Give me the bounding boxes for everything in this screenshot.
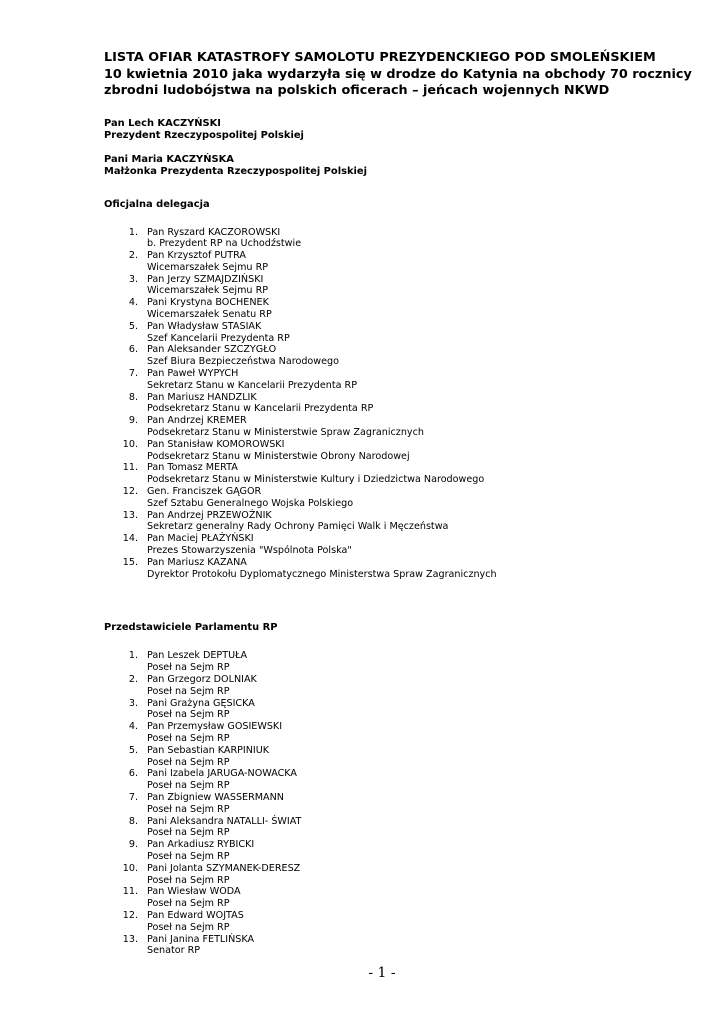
list-item: 12. Pan Edward WOJTAS Poseł na Sejm RP: [122, 909, 244, 933]
list-item: 11. Pan Wiesław WODA Poseł na Sejm RP: [122, 886, 241, 910]
list-item: 15. Pan Mariusz KAZANA Dyrektor Protokołu Dyplomatycznego Ministerstwa Spraw Zagranicznych: [122, 556, 497, 580]
list-item: 8. Pani Aleksandra NATALLI- ŚWIAT Poseł na Sejm RP: [128, 815, 302, 839]
first-lady-entry: [104, 154, 694, 178]
list-item: 1. Pan Ryszard KACZOROWSKI b. Prezydent RP na Uchodźstwie: [128, 226, 302, 250]
first-lady-role: Małżonka Prezydenta Rzeczypospolitej Polskiej: [104, 165, 367, 177]
list-item: 2. Pan Grzegorz DOLNIAK Poseł na Sejm RP: [128, 674, 257, 697]
list-item: 7. Pan Zbigniew WASSERMANN Poseł na Sejm RP: [128, 791, 284, 815]
president-role: Prezydent Rzeczypospolitej Polskiej: [104, 129, 304, 141]
document-page: [104, 50, 694, 957]
title-line-1: LISTA OFIAR KATASTROFY SAMOLOTU PREZYDENCKIEGO POD SMOLEŃSKIEM: [104, 50, 656, 65]
list-item: 8. Pan Mariusz HANDZLIK Podsekretarz Stanu w Kancelarii Prezydenta RP: [128, 391, 374, 415]
list-item: 7. Pan Paweł WYPYCH Sekretarz Stanu w Kancelarii Prezydenta RP: [128, 368, 357, 391]
president-entry: [104, 118, 694, 142]
list-item: 9. Pan Arkadiusz RYBICKI Poseł na Sejm RP: [128, 839, 255, 862]
delegation-heading: Oficjalna delegacja: [104, 198, 210, 210]
parliament-heading: Przedstawiciele Parlamentu RP: [104, 622, 278, 634]
list-item: 11. Pan Tomasz MERTA Podsekretarz Stanu w Ministerstwie Kultury i Dziedzictwa Narodowego: [122, 462, 485, 486]
list-item: 9. Pan Andrzej KREMER Podsekretarz Stanu w Ministerstwie Spraw Zagranicznych: [128, 415, 424, 439]
list-item: 5. Pan Sebastian KARPINIUK Poseł na Sejm RP: [128, 744, 270, 768]
list-item: 3. Pan Jerzy SZMAJDZIŃSKI Wicemarszałek Sejmu RP: [128, 273, 269, 297]
parliament-list: [104, 650, 694, 957]
list-item: 13. Pani Janina FETLIŃSKA Senator RP: [122, 933, 255, 957]
list-item: 1. Pan Leszek DEPTUŁA Poseł na Sejm RP: [128, 650, 248, 674]
president-name: Pan Lech KACZYŃSKI: [104, 117, 221, 129]
list-item: 5. Pan Władysław STASIAK Szef Kancelarii Prezydenta RP: [128, 320, 290, 344]
list-item: 10. Pani Jolanta SZYMANEK-DERESZ Poseł na Sejm RP: [122, 862, 301, 886]
title-line-2: 10 kwietnia 2010 jaka wydarzyła się w drodze do Katynia na obchody 70 rocznicy: [104, 66, 692, 82]
list-item: 4. Pan Przemysław GOSIEWSKI Poseł na Sejm RP: [128, 721, 283, 744]
list-item: 2. Pan Krzysztof PUTRA Wicemarszałek Sejmu RP: [128, 250, 269, 273]
delegation-list: [104, 227, 694, 581]
first-lady-name: Pani Maria KACZYŃSKA: [104, 153, 234, 165]
list-item: 6. Pan Aleksander SZCZYGŁO Szef Biura Bezpieczeństwa Narodowego: [128, 344, 339, 368]
page-number: - 1 -: [368, 965, 396, 981]
list-item: 13. Pan Andrzej PRZEWOŹNIK Sekretarz generalny Rady Ochrony Pamięci Walk i Męczeństwa: [122, 509, 449, 533]
list-item: 10. Pan Stanisław KOMOROWSKI Podsekretarz Stanu w Ministerstwie Obrony Narodowej: [122, 438, 410, 462]
list-item: 14. Pan Maciej PŁAŻYŃSKI Prezes Stowarzyszenia "Wspólnota Polska": [122, 533, 352, 557]
title-line-3: zbrodni ludobójstwa na polskich oficerach – jeńcach wojennych NKWD: [104, 83, 610, 98]
list-item: 4. Pani Krystyna BOCHENEK Wicemarszałek Senatu RP: [128, 297, 272, 321]
list-item: 12. Gen. Franciszek GĄGOR Szef Sztabu Generalnego Wojska Polskiego: [122, 486, 354, 509]
list-item: 3. Pani Grażyna GĘSICKA Poseł na Sejm RP: [128, 697, 255, 721]
list-item: 6. Pani Izabela JARUGA-NOWACKA Poseł na Sejm RP: [128, 768, 297, 792]
document-title: [104, 50, 694, 100]
